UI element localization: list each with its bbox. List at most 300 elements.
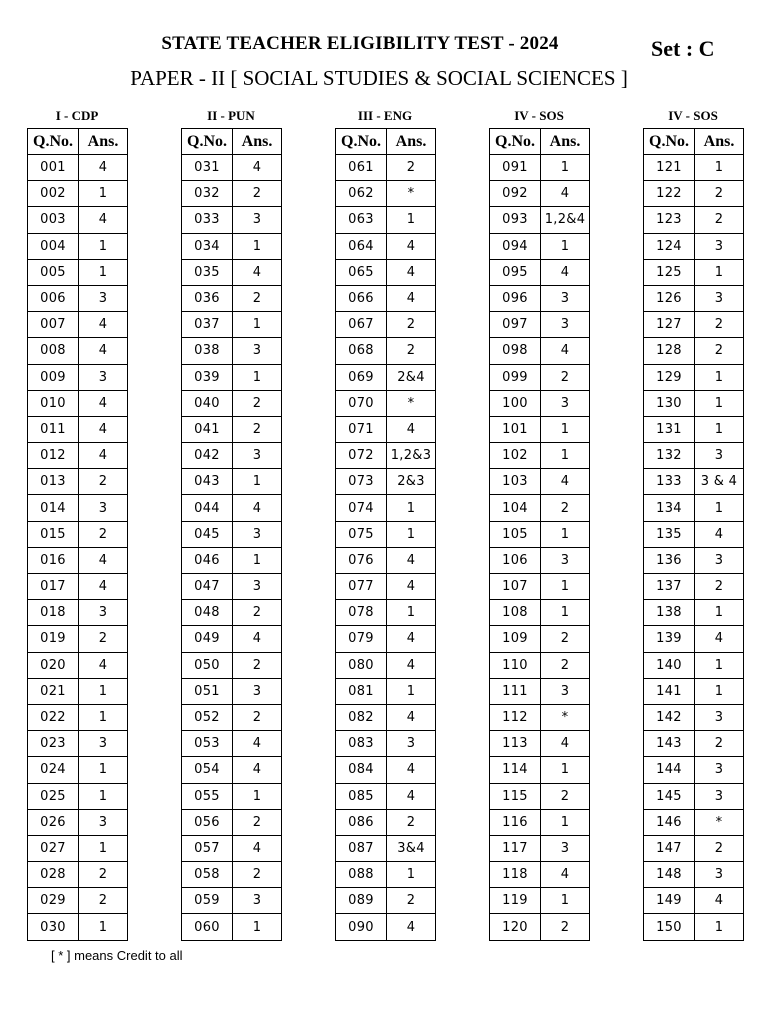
table-row bbox=[182, 364, 282, 390]
answer-value: 3 bbox=[233, 338, 282, 364]
answer-value: 4 bbox=[541, 338, 590, 364]
table-header-row bbox=[28, 129, 128, 155]
table-row bbox=[182, 233, 282, 259]
answer-value: 3 bbox=[79, 600, 128, 626]
table-row bbox=[182, 835, 282, 861]
answer-value: 1 bbox=[233, 469, 282, 495]
question-number: 002 bbox=[28, 181, 79, 207]
answer-value: 4 bbox=[79, 574, 128, 600]
answer-value: 1 bbox=[695, 390, 744, 416]
answer-value: 1 bbox=[79, 233, 128, 259]
answer-value: 1 bbox=[233, 312, 282, 338]
question-number: 053 bbox=[182, 731, 233, 757]
table-row bbox=[28, 364, 128, 390]
question-number: 038 bbox=[182, 338, 233, 364]
table-row bbox=[490, 652, 590, 678]
answer-value: 4 bbox=[695, 888, 744, 914]
table-row bbox=[182, 783, 282, 809]
answer-value: 3 bbox=[541, 390, 590, 416]
table-row bbox=[644, 574, 744, 600]
table-row bbox=[490, 233, 590, 259]
table-row bbox=[644, 652, 744, 678]
table-row bbox=[490, 914, 590, 940]
table-row bbox=[644, 704, 744, 730]
answer-value: 4 bbox=[541, 862, 590, 888]
answer-table bbox=[181, 128, 282, 941]
question-number: 109 bbox=[490, 626, 541, 652]
table-row bbox=[490, 469, 590, 495]
question-number: 097 bbox=[490, 312, 541, 338]
question-number: 145 bbox=[644, 783, 695, 809]
table-row bbox=[336, 704, 436, 730]
table-row bbox=[182, 914, 282, 940]
answer-value: 1,2&3 bbox=[387, 443, 436, 469]
answer-value: 2 bbox=[79, 862, 128, 888]
question-number: 068 bbox=[336, 338, 387, 364]
question-number: 074 bbox=[336, 495, 387, 521]
table-header-row bbox=[644, 129, 744, 155]
question-number: 115 bbox=[490, 783, 541, 809]
question-number: 132 bbox=[644, 443, 695, 469]
answer-value: 3 bbox=[695, 547, 744, 573]
answer-column-4 bbox=[489, 108, 589, 941]
answer-value: 4 bbox=[79, 652, 128, 678]
answer-value: 3 bbox=[233, 888, 282, 914]
question-number: 041 bbox=[182, 416, 233, 442]
answer-value: 2 bbox=[233, 600, 282, 626]
table-row bbox=[644, 181, 744, 207]
table-row bbox=[644, 364, 744, 390]
table-row bbox=[182, 678, 282, 704]
table-row bbox=[336, 600, 436, 626]
answer-value: 1 bbox=[541, 443, 590, 469]
answer-value: 1 bbox=[79, 678, 128, 704]
question-number: 108 bbox=[490, 600, 541, 626]
answer-value: 4 bbox=[79, 338, 128, 364]
section-heading: IV - SOS bbox=[668, 108, 718, 123]
answer-value: 1 bbox=[541, 600, 590, 626]
answer-value: 1 bbox=[695, 495, 744, 521]
table-row bbox=[490, 416, 590, 442]
table-row bbox=[644, 862, 744, 888]
question-number: 141 bbox=[644, 678, 695, 704]
question-number: 087 bbox=[336, 835, 387, 861]
answer-column-2 bbox=[181, 108, 281, 941]
question-number: 137 bbox=[644, 574, 695, 600]
table-row bbox=[644, 914, 744, 940]
table-row bbox=[182, 390, 282, 416]
table-row bbox=[336, 809, 436, 835]
answer-value: 4 bbox=[233, 731, 282, 757]
question-number: 093 bbox=[490, 207, 541, 233]
answer-value: 2 bbox=[233, 652, 282, 678]
question-number: 059 bbox=[182, 888, 233, 914]
question-number: 128 bbox=[644, 338, 695, 364]
answer-value: 4 bbox=[387, 285, 436, 311]
question-number: 129 bbox=[644, 364, 695, 390]
answer-value: 4 bbox=[387, 704, 436, 730]
question-number: 136 bbox=[644, 547, 695, 573]
answer-value: 1 bbox=[233, 364, 282, 390]
table-row bbox=[28, 443, 128, 469]
table-row bbox=[182, 207, 282, 233]
question-number: 144 bbox=[644, 757, 695, 783]
footer-note: [ * ] means Credit to all bbox=[51, 948, 183, 963]
question-number: 078 bbox=[336, 600, 387, 626]
question-number: 140 bbox=[644, 652, 695, 678]
answer-value: 4 bbox=[695, 626, 744, 652]
table-row bbox=[644, 731, 744, 757]
table-row bbox=[28, 835, 128, 861]
table-row bbox=[644, 155, 744, 181]
question-number: 148 bbox=[644, 862, 695, 888]
answer-value: 4 bbox=[79, 443, 128, 469]
table-row bbox=[490, 312, 590, 338]
question-number: 066 bbox=[336, 285, 387, 311]
table-row bbox=[336, 835, 436, 861]
question-number: 107 bbox=[490, 574, 541, 600]
answer-value: 3 bbox=[695, 757, 744, 783]
table-row bbox=[28, 469, 128, 495]
question-number: 085 bbox=[336, 783, 387, 809]
answer-value: 3 bbox=[695, 862, 744, 888]
table-row bbox=[28, 888, 128, 914]
answer-value: 1 bbox=[541, 574, 590, 600]
answer-value: 1 bbox=[79, 259, 128, 285]
answer-value: 4 bbox=[387, 416, 436, 442]
answer-value: 3 bbox=[541, 285, 590, 311]
table-row bbox=[644, 207, 744, 233]
answer-value: 3 bbox=[79, 364, 128, 390]
answer-value: 3 bbox=[541, 547, 590, 573]
answer-value: 2 bbox=[79, 469, 128, 495]
table-row bbox=[28, 783, 128, 809]
answer-value: 3 bbox=[79, 495, 128, 521]
answer-value: 1 bbox=[695, 155, 744, 181]
answer-value: 2 bbox=[387, 809, 436, 835]
table-row bbox=[28, 652, 128, 678]
table-header-row bbox=[336, 129, 436, 155]
answer-value: 1 bbox=[79, 181, 128, 207]
question-number: 047 bbox=[182, 574, 233, 600]
answer-value: 3 bbox=[79, 731, 128, 757]
table-row bbox=[490, 521, 590, 547]
table-row bbox=[182, 809, 282, 835]
answer-value: 4 bbox=[387, 783, 436, 809]
table-row bbox=[490, 495, 590, 521]
question-number: 015 bbox=[28, 521, 79, 547]
answer-value: 1 bbox=[541, 155, 590, 181]
answer-value: 1 bbox=[541, 809, 590, 835]
question-number: 012 bbox=[28, 443, 79, 469]
question-number: 042 bbox=[182, 443, 233, 469]
table-row bbox=[644, 338, 744, 364]
question-number: 112 bbox=[490, 704, 541, 730]
question-number: 146 bbox=[644, 809, 695, 835]
table-row bbox=[28, 181, 128, 207]
table-row bbox=[336, 155, 436, 181]
question-number: 105 bbox=[490, 521, 541, 547]
question-number: 077 bbox=[336, 574, 387, 600]
question-number: 064 bbox=[336, 233, 387, 259]
table-row bbox=[644, 469, 744, 495]
question-number: 013 bbox=[28, 469, 79, 495]
table-row bbox=[28, 704, 128, 730]
table-row bbox=[644, 285, 744, 311]
question-number: 063 bbox=[336, 207, 387, 233]
answer-value: 3 bbox=[79, 809, 128, 835]
question-number: 058 bbox=[182, 862, 233, 888]
question-number: 060 bbox=[182, 914, 233, 940]
question-number: 025 bbox=[28, 783, 79, 809]
question-number: 057 bbox=[182, 835, 233, 861]
question-number: 121 bbox=[644, 155, 695, 181]
question-number: 040 bbox=[182, 390, 233, 416]
table-row bbox=[28, 312, 128, 338]
answer-value: 3 bbox=[695, 704, 744, 730]
answer-value: 2 bbox=[387, 888, 436, 914]
question-number: 073 bbox=[336, 469, 387, 495]
answer-value: 2 bbox=[387, 155, 436, 181]
question-number: 029 bbox=[28, 888, 79, 914]
question-number: 086 bbox=[336, 809, 387, 835]
question-number: 124 bbox=[644, 233, 695, 259]
answer-value: 2 bbox=[233, 809, 282, 835]
answer-value: 3 bbox=[79, 285, 128, 311]
answer-column-3 bbox=[335, 108, 435, 941]
table-row bbox=[182, 259, 282, 285]
question-number: 071 bbox=[336, 416, 387, 442]
question-number: 123 bbox=[644, 207, 695, 233]
question-number: 010 bbox=[28, 390, 79, 416]
table-row bbox=[644, 416, 744, 442]
question-number: 118 bbox=[490, 862, 541, 888]
answer-value: 4 bbox=[79, 547, 128, 573]
answer-value: 3 bbox=[695, 443, 744, 469]
section-heading: II - PUN bbox=[207, 108, 255, 123]
table-row bbox=[28, 259, 128, 285]
answer-value: 4 bbox=[233, 259, 282, 285]
table-row bbox=[182, 574, 282, 600]
answer-value: 1 bbox=[79, 704, 128, 730]
table-row bbox=[182, 338, 282, 364]
question-number: 101 bbox=[490, 416, 541, 442]
question-number: 031 bbox=[182, 155, 233, 181]
question-number: 014 bbox=[28, 495, 79, 521]
table-row bbox=[28, 390, 128, 416]
question-number: 102 bbox=[490, 443, 541, 469]
question-number: 048 bbox=[182, 600, 233, 626]
answer-value: 1,2&4 bbox=[541, 207, 590, 233]
table-row bbox=[28, 207, 128, 233]
table-row bbox=[336, 731, 436, 757]
question-number: 055 bbox=[182, 783, 233, 809]
table-row bbox=[28, 678, 128, 704]
answer-value: 1 bbox=[233, 914, 282, 940]
answer-value: 1 bbox=[695, 678, 744, 704]
table-row bbox=[644, 809, 744, 835]
table-row bbox=[490, 678, 590, 704]
question-number: 044 bbox=[182, 495, 233, 521]
answer-value: 1 bbox=[695, 600, 744, 626]
answer-value: 1 bbox=[79, 757, 128, 783]
table-row bbox=[644, 783, 744, 809]
document-title: STATE TEACHER ELIGIBILITY TEST - 2024 bbox=[161, 33, 559, 54]
table-row bbox=[336, 338, 436, 364]
question-number: 065 bbox=[336, 259, 387, 285]
answer-value: * bbox=[695, 809, 744, 835]
table-row bbox=[336, 652, 436, 678]
question-number: 021 bbox=[28, 678, 79, 704]
table-row bbox=[644, 888, 744, 914]
answer-value: 2 bbox=[541, 783, 590, 809]
table-header-row bbox=[182, 129, 282, 155]
question-number: 149 bbox=[644, 888, 695, 914]
answer-value: 2 bbox=[233, 862, 282, 888]
question-number: 018 bbox=[28, 600, 79, 626]
table-row bbox=[182, 757, 282, 783]
answer-value: 1 bbox=[541, 888, 590, 914]
answer-value: 2 bbox=[695, 835, 744, 861]
answer-value: 1 bbox=[387, 495, 436, 521]
answer-value: 1 bbox=[387, 600, 436, 626]
answer-value: 2 bbox=[541, 626, 590, 652]
answer-value: 2&3 bbox=[387, 469, 436, 495]
table-row bbox=[490, 155, 590, 181]
table-row bbox=[644, 521, 744, 547]
table-row bbox=[182, 312, 282, 338]
table-row bbox=[336, 888, 436, 914]
question-number: 103 bbox=[490, 469, 541, 495]
question-number: 079 bbox=[336, 626, 387, 652]
answer-value: 1 bbox=[79, 914, 128, 940]
question-number: 116 bbox=[490, 809, 541, 835]
question-number: 022 bbox=[28, 704, 79, 730]
answer-value: 1 bbox=[541, 416, 590, 442]
table-row bbox=[28, 914, 128, 940]
table-row bbox=[336, 547, 436, 573]
answer-value: 2 bbox=[233, 285, 282, 311]
question-number: 069 bbox=[336, 364, 387, 390]
question-number: 045 bbox=[182, 521, 233, 547]
answer-value: 3 bbox=[387, 731, 436, 757]
table-row bbox=[336, 783, 436, 809]
answer-value: 1 bbox=[695, 652, 744, 678]
answer-value: 3 bbox=[695, 233, 744, 259]
answer-value: 4 bbox=[541, 181, 590, 207]
question-number: 046 bbox=[182, 547, 233, 573]
question-number: 082 bbox=[336, 704, 387, 730]
question-number: 138 bbox=[644, 600, 695, 626]
answer-value: 3 bbox=[233, 207, 282, 233]
answer-value: 3 bbox=[695, 783, 744, 809]
table-row bbox=[490, 181, 590, 207]
ans-header: Ans. bbox=[695, 129, 744, 155]
answer-value: 4 bbox=[233, 626, 282, 652]
table-row bbox=[182, 731, 282, 757]
question-number: 134 bbox=[644, 495, 695, 521]
question-number: 036 bbox=[182, 285, 233, 311]
answer-value: 2 bbox=[233, 704, 282, 730]
answer-value: 4 bbox=[233, 757, 282, 783]
table-row bbox=[490, 888, 590, 914]
question-number: 106 bbox=[490, 547, 541, 573]
table-row bbox=[490, 390, 590, 416]
question-number: 110 bbox=[490, 652, 541, 678]
answer-value: 2 bbox=[233, 181, 282, 207]
question-number: 072 bbox=[336, 443, 387, 469]
question-number: 092 bbox=[490, 181, 541, 207]
table-row bbox=[644, 547, 744, 573]
question-number: 030 bbox=[28, 914, 79, 940]
answer-table bbox=[27, 128, 128, 941]
question-number: 076 bbox=[336, 547, 387, 573]
question-number: 043 bbox=[182, 469, 233, 495]
table-header-row bbox=[490, 129, 590, 155]
table-row bbox=[336, 757, 436, 783]
answer-value: 2 bbox=[233, 390, 282, 416]
answer-value: 3 bbox=[541, 835, 590, 861]
table-row bbox=[28, 495, 128, 521]
question-number: 080 bbox=[336, 652, 387, 678]
question-number: 104 bbox=[490, 495, 541, 521]
answer-value: 2 bbox=[387, 312, 436, 338]
answer-value: 4 bbox=[541, 259, 590, 285]
table-row bbox=[28, 416, 128, 442]
answer-value: 3 & 4 bbox=[695, 469, 744, 495]
question-number: 035 bbox=[182, 259, 233, 285]
ans-header: Ans. bbox=[541, 129, 590, 155]
question-number: 033 bbox=[182, 207, 233, 233]
question-number: 095 bbox=[490, 259, 541, 285]
table-row bbox=[644, 757, 744, 783]
answer-value: 2 bbox=[541, 364, 590, 390]
answer-value: 1 bbox=[387, 678, 436, 704]
answer-value: 4 bbox=[387, 233, 436, 259]
answer-table bbox=[489, 128, 590, 941]
answer-value: 1 bbox=[541, 233, 590, 259]
answer-value: 4 bbox=[79, 207, 128, 233]
question-number: 088 bbox=[336, 862, 387, 888]
table-row bbox=[490, 574, 590, 600]
answer-value: 4 bbox=[541, 731, 590, 757]
table-row bbox=[28, 600, 128, 626]
answer-value: 1 bbox=[695, 259, 744, 285]
answer-value: 1 bbox=[387, 521, 436, 547]
question-number: 143 bbox=[644, 731, 695, 757]
answer-value: 1 bbox=[695, 364, 744, 390]
answer-value: 2 bbox=[541, 652, 590, 678]
table-row bbox=[182, 888, 282, 914]
table-row bbox=[490, 285, 590, 311]
question-number: 023 bbox=[28, 731, 79, 757]
ans-header: Ans. bbox=[79, 129, 128, 155]
qno-header: Q.No. bbox=[490, 129, 541, 155]
question-number: 020 bbox=[28, 652, 79, 678]
table-row bbox=[644, 233, 744, 259]
table-row bbox=[490, 809, 590, 835]
question-number: 126 bbox=[644, 285, 695, 311]
table-row bbox=[28, 155, 128, 181]
table-row bbox=[490, 783, 590, 809]
table-row bbox=[644, 390, 744, 416]
question-number: 028 bbox=[28, 862, 79, 888]
question-number: 122 bbox=[644, 181, 695, 207]
table-row bbox=[644, 495, 744, 521]
question-number: 096 bbox=[490, 285, 541, 311]
table-row bbox=[182, 652, 282, 678]
question-number: 056 bbox=[182, 809, 233, 835]
